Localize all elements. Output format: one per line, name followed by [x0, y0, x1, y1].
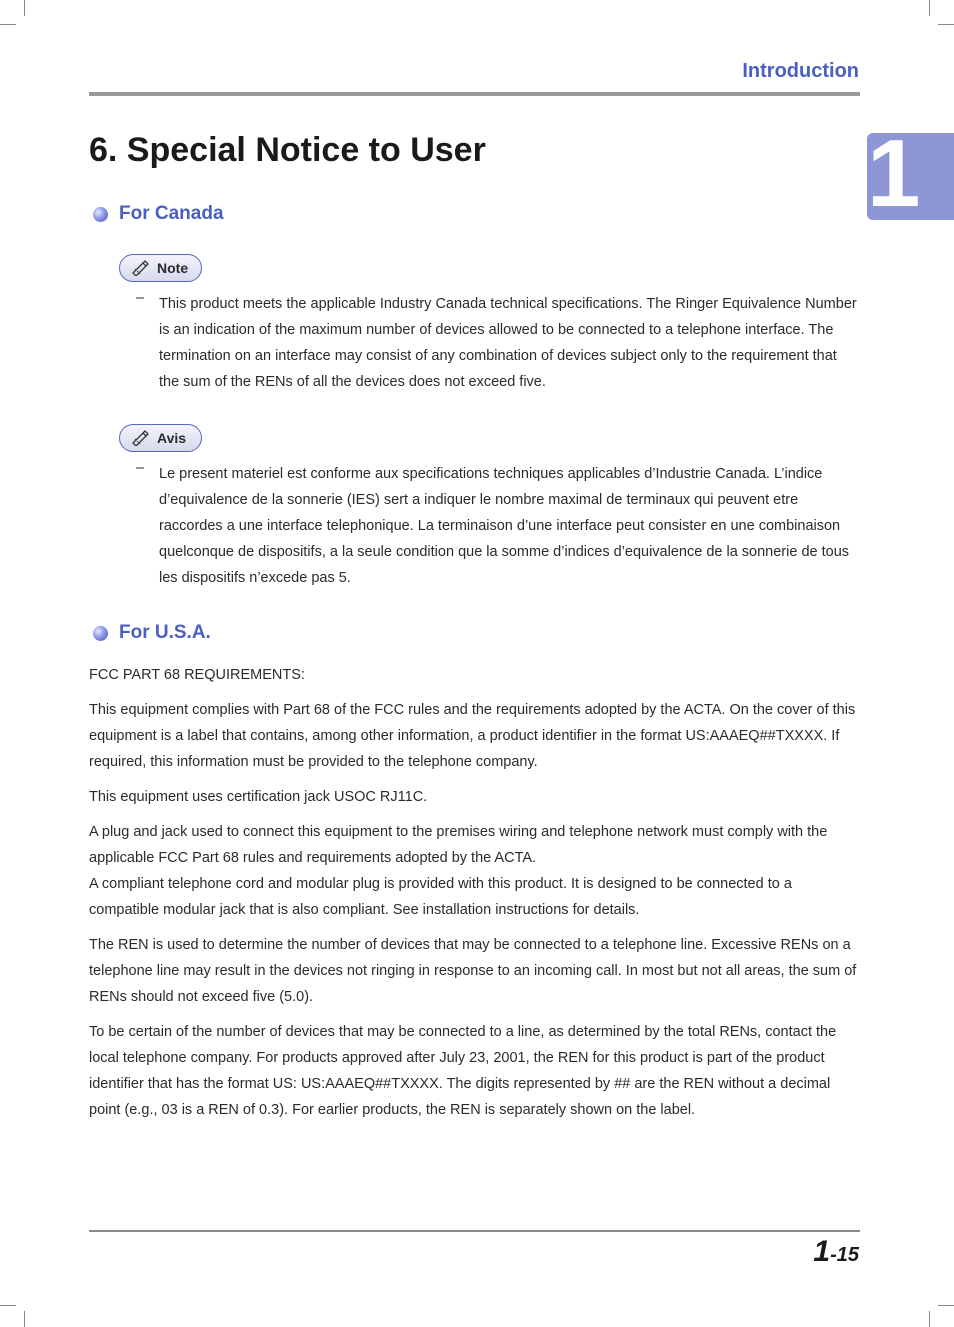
crop-mark [929, 1311, 930, 1327]
crop-mark [0, 24, 16, 25]
avis-item [136, 461, 860, 591]
header-rule [89, 92, 860, 96]
crop-mark [24, 1311, 25, 1327]
dash-bullet: – [136, 290, 145, 306]
note-item [136, 291, 860, 395]
footer-rule [89, 1230, 860, 1232]
note-badge [119, 254, 202, 282]
note-badge-label: Note [157, 260, 189, 276]
page-title: 6. Special Notice to User [89, 131, 486, 169]
crop-mark [929, 0, 930, 16]
avis-badge [119, 424, 202, 452]
chapter-tab [867, 133, 954, 220]
section-heading-usa [93, 622, 211, 644]
crop-mark [938, 24, 954, 25]
section-heading-label: For U.S.A. [119, 622, 211, 643]
paragraph: This equipment complies with Part 68 of the FCC rules and the requirements adopted by the ACTA. On the cover of this equipment is a label that contains, among other information, a product identifier in the format US:AAAEQ##TXXXX. If required, this information must be provided to the telephone company. [89, 702, 856, 770]
dash-bullet: – [136, 460, 145, 476]
header-section-title: Introduction [742, 60, 859, 82]
crop-mark [938, 1305, 954, 1306]
bullet-ball-icon [93, 207, 108, 222]
paragraph: A plug and jack used to connect this equipment to the premises wiring and telephone network must comply with the applicable FCC Part 68 rules and requirements adopted by the ACTA. [89, 824, 828, 866]
paragraph: To be certain of the number of devices that may be connected to a line, as determined by the total RENs, contact the local telephone company. For products approved after July 23, 2001, the REN for this product is part of the product identifier that has the format US: US:AAAEQ##TXXXX. The digits represented by ## are the REN without a decimal point (e.g., 03 is a REN of 0.3). For earlier products, the REN is separately shown on the label. [89, 1024, 837, 1118]
crop-mark [24, 0, 25, 16]
paragraph: A compliant telephone cord and modular plug is provided with this product. It is designed to be connected to a compatible modular jack that is also compliant. See installation instructions for details. [89, 876, 792, 918]
page-number-chapter: 1 [813, 1235, 831, 1268]
pencil-icon [130, 430, 150, 446]
avis-text: Le present materiel est conforme aux specifications techniques applicables d’Industrie Canada. L’indice d’equivalence de la sonnerie (IES) sert a indiquer le nombre maximal de terminaux qui peuvent etre raccordes a une interface telephonique. La terminaison d’une interface peut consister en une combinaison quelconque de dispositifs, a la seule condition que la somme d’indices d’equivalence de la sonnerie de tous les dispositifs n’excede pas 5. [159, 466, 850, 586]
page-number-page: -15 [830, 1244, 859, 1266]
pencil-icon [130, 260, 150, 276]
section-heading-label: For Canada [119, 203, 224, 224]
note-text: This product meets the applicable Industry Canada technical specifications. The Ringer Equivalence Number is an indication of the maximum number of devices allowed to be connected to a telephone interface. The termination on an interface may consist of any combination of devices subject only to the requirement that the sum of the RENs of all the devices does not exceed five. [159, 296, 857, 390]
section-heading-canada [93, 203, 224, 225]
paragraph: This equipment uses certification jack USOC RJ11C. [89, 789, 428, 805]
paragraph: The REN is used to determine the number of devices that may be connected to a telephone line. Excessive RENs on a telephone line may result in the devices not ringing in response to an incoming call. In most but not all areas, the sum of RENs should not exceed five (5.0). [89, 937, 857, 1005]
paragraph: FCC PART 68 REQUIREMENTS: [89, 667, 305, 683]
page-number [813, 1235, 859, 1269]
crop-mark [0, 1305, 16, 1306]
avis-badge-label: Avis [157, 430, 187, 446]
bullet-ball-icon [93, 626, 108, 641]
chapter-tab-number: 1 [867, 133, 921, 220]
usa-body [89, 662, 860, 1132]
